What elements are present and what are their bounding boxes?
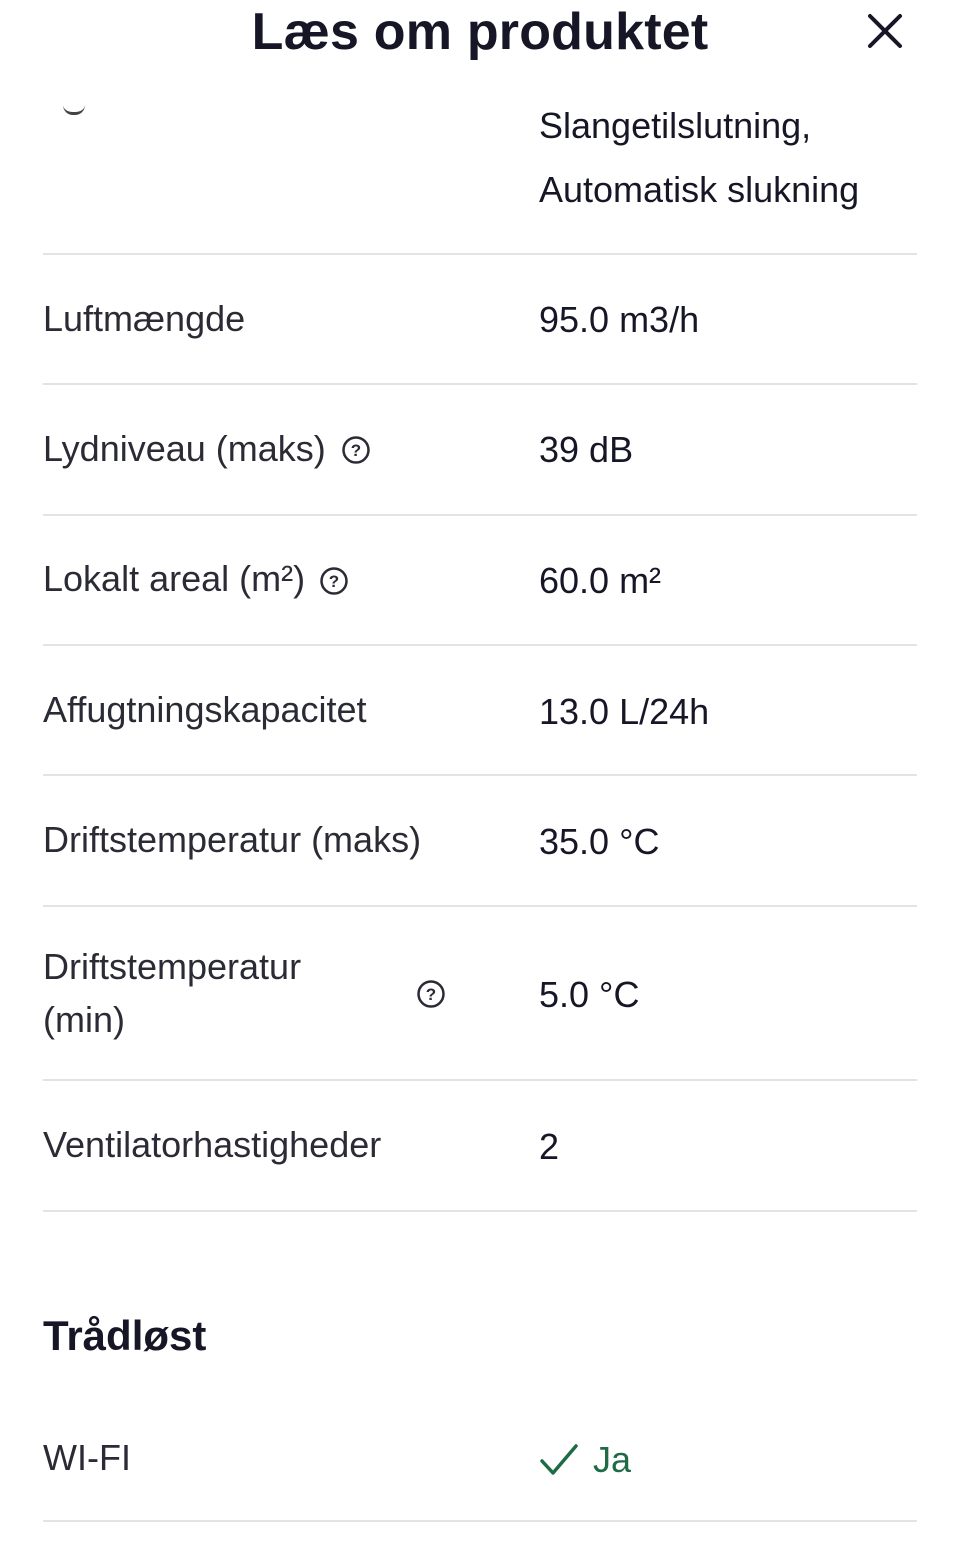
question-circle-icon (319, 566, 349, 596)
help-icon-button[interactable] (319, 566, 349, 596)
wifi-value: Ja (593, 1439, 632, 1480)
spec-label: Driftstemperatur (maks) (43, 819, 422, 860)
spec-value-line: Slangetilslutning, (539, 105, 812, 146)
question-circle-icon (416, 979, 446, 1009)
spec-value-line: Automatisk slukning (539, 169, 860, 210)
spec-row (43, 776, 917, 907)
spec-label: Ventilatorhastigheder (43, 1124, 382, 1165)
spec-label: Lydniveau (maks) (43, 428, 326, 469)
sheet-header (0, 0, 960, 90)
help-icon-button[interactable] (416, 979, 446, 1009)
spec-label-line: (min) (43, 999, 125, 1040)
spec-value: 60.0 m² (539, 560, 662, 601)
close-button[interactable] (862, 8, 908, 54)
close-icon (862, 8, 908, 54)
spec-label: WI-FI (43, 1437, 131, 1478)
spec-label: Lokalt areal (m²) (43, 558, 306, 599)
spec-label: Affugtningskapacitet (43, 689, 367, 730)
question-circle-icon (341, 435, 371, 465)
spec-row-features (43, 90, 917, 255)
spec-row (43, 385, 917, 516)
svg-text:?: ? (425, 985, 437, 1004)
section-title-wireless: Trådløst (43, 1312, 207, 1359)
spec-value: 39 dB (539, 429, 634, 470)
svg-text:?: ? (328, 572, 340, 591)
spec-value: 5.0 °C (539, 974, 640, 1015)
spec-value (539, 1428, 631, 1498)
help-icon-button[interactable] (341, 435, 371, 465)
spec-row (43, 255, 917, 385)
spec-row (43, 907, 917, 1081)
spec-value: 95.0 m3/h (539, 299, 700, 340)
page-title: Læs om produktet (251, 3, 709, 61)
spec-row (43, 646, 917, 776)
spec-value: 2 (539, 1126, 560, 1167)
spec-row (43, 516, 917, 646)
spec-value: 35.0 °C (539, 821, 660, 862)
spec-label-line: Driftstemperatur (43, 946, 302, 987)
svg-text:?: ? (350, 441, 362, 460)
spec-row-wifi (43, 1392, 917, 1522)
cutoff-label-fragment (63, 104, 85, 115)
spec-row (43, 1081, 917, 1212)
spec-value: 13.0 L/24h (539, 691, 710, 732)
spec-label: Luftmængde (43, 298, 246, 339)
checkmark-icon (539, 1442, 579, 1478)
